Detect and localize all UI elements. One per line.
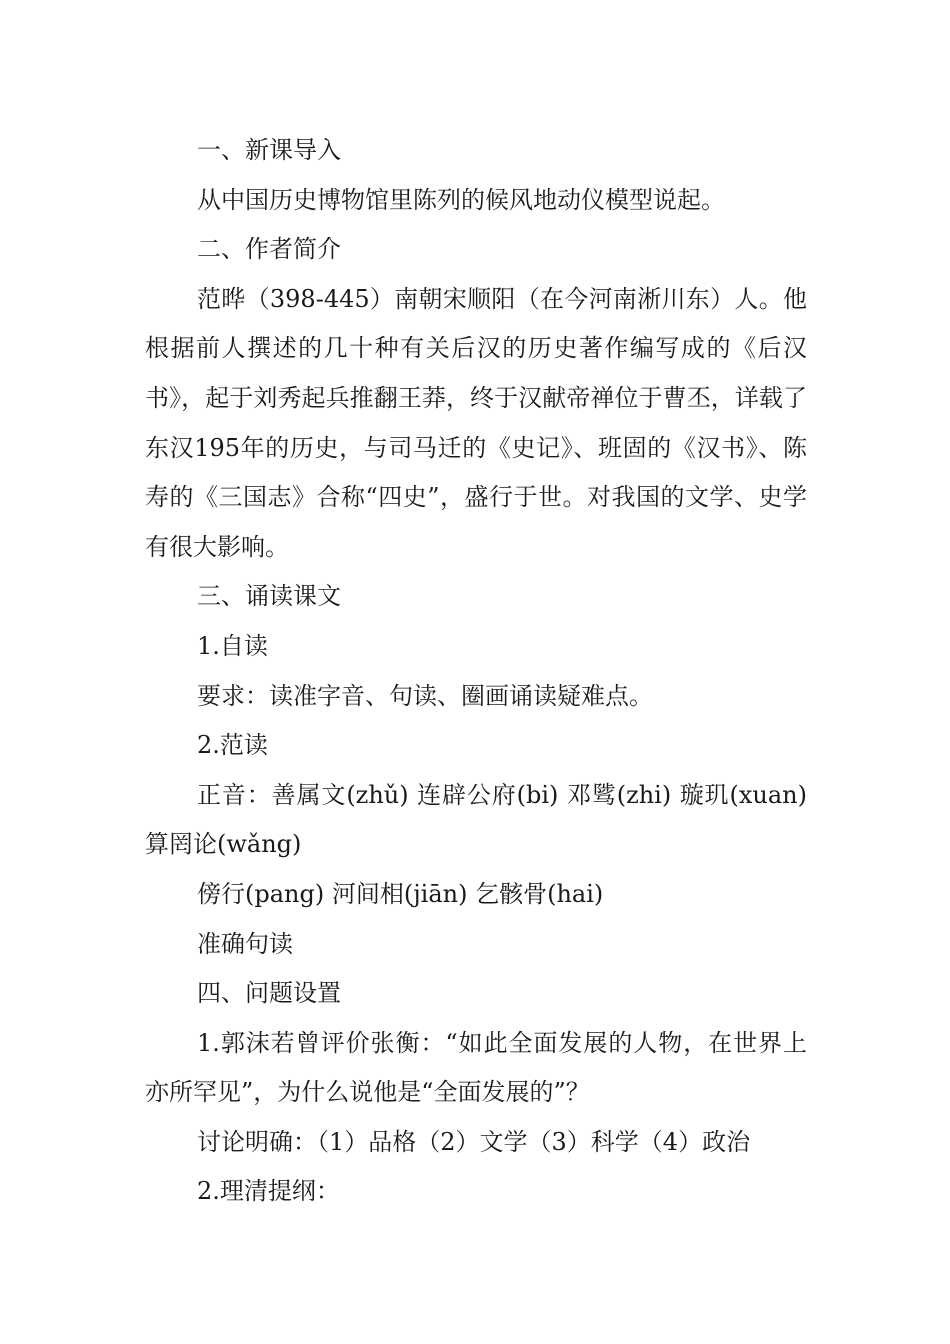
paragraph-pronunciation-continued: 傍行(pang) 河间相(jiān) 乞骸骨(hai): [197, 879, 604, 908]
paragraph-intro: 从中国历史博物馆里陈列的候风地动仪模型说起。: [197, 185, 725, 214]
section-heading-questions: 四、问题设置: [197, 979, 341, 1008]
paragraph-author: 范晔（398-445）南朝宋顺阳（在今河南淅川东）人。他根据前人撰述的几十种有关后汉的历史著作编写成的《后汉书》，起于刘秀起兵推翻王莽，终于汉献帝禅位于曹丕，详载了东汉195年的历史，与司马迁的《史记》、班固的《汉书》、陈寿的《三国志》合称“四史”，盛行于世。对我国的文学、史学有很大影响。: [145, 284, 807, 561]
paragraph-requirements: 要求：读准字音、句读、圈画诵读疑难点。: [197, 681, 653, 710]
paragraph-discussion: 讨论明确：（1）品格（2）文学（3）科学（4）政治: [197, 1127, 751, 1156]
section-heading-intro: 一、新课导入: [197, 136, 341, 164]
paragraph-question-1: 1.郭沫若曾评价张衡：“如此全面发展的人物，在世界上亦所罕见”，为什么说他是“全面发展的”？: [145, 1028, 807, 1107]
paragraph-outline: 2.理清提纲：: [197, 1177, 340, 1206]
document-body: [145, 126, 807, 1217]
paragraph-pronunciation: 正音：善属文(zhǔ) 连辟公府(bi) 邓骘(zhi) 璇玑(xuan) 算罔论(wǎng): [145, 780, 807, 859]
subheading-self-reading: 1.自读: [197, 631, 268, 660]
section-heading-author: 二、作者简介: [197, 235, 341, 264]
subheading-model-reading: 2.范读: [197, 731, 268, 760]
paragraph-punctuation: 准确句读: [197, 929, 293, 958]
section-heading-reading: 三、诵读课文: [197, 582, 341, 611]
